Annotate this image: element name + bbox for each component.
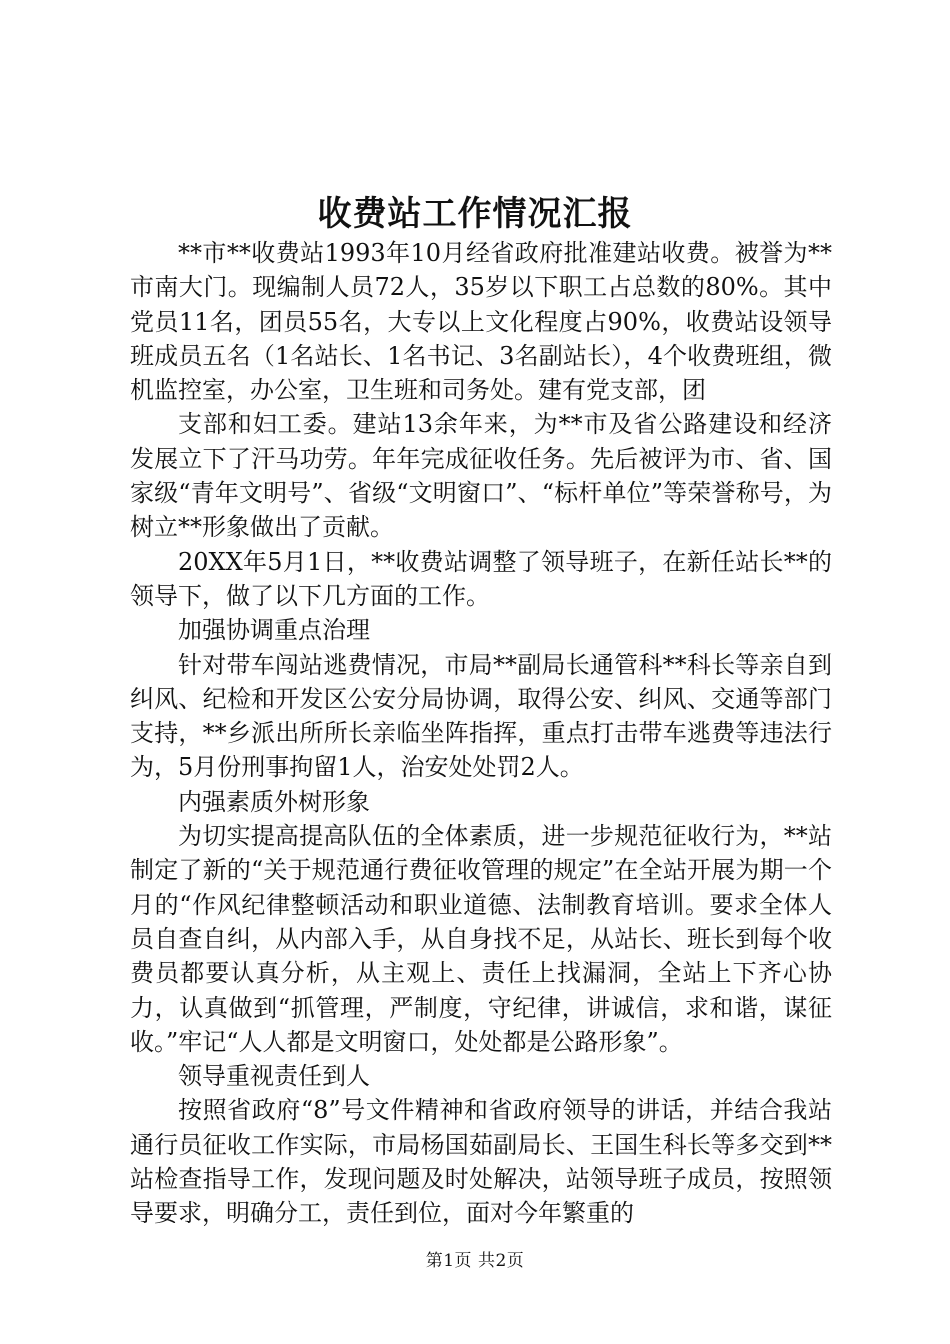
document-body — [130, 236, 832, 1231]
page-footer: 第1页 共2页 — [425, 1251, 525, 1271]
paragraph-leadership-change: 20XX年5月1日，**收费站调整了领导班子，在新任站长**的领导下，做了以下几方面的工作。 — [130, 547, 832, 610]
section-heading-coordination: 加强协调重点治理 — [178, 616, 370, 645]
section-heading-responsibility: 领导重视责任到人 — [178, 1062, 370, 1091]
paragraph-responsibility: 按照省政府“8”号文件精神和省政府领导的讲话，并结合我站通行员征收工作实际，市局杨国茹副局长、王国生科长等多交到**站检查指导工作，发现问题及时处解决，站领导班子成员，按照领导要求，明确分工，责任到位，面对今年繁重的 — [130, 1096, 832, 1228]
section-heading-quality: 内强素质外树形象 — [178, 787, 370, 816]
paragraph-quality: 为切实提高提高队伍的全体素质，进一步规范征收行为，**站制定了新的“关于规范通行费征收管理的规定”在全站开展为期一个月的“作风纪律整顿活动和职业道德、法制教育培训。要求全体人员自查自纠，从内部入手，从自身找不足，从站长、班长到每个收费员都要认真分析，从主观上、责任上找漏洞，全站上下齐心协力，认真做到“抓管理，严制度，守纪律，讲诚信，求和谐，谋征收。”牢记“人人都是文明窗口，处处都是公路形象”。 — [130, 822, 832, 1056]
document-title: 收费站工作情况汇报 — [317, 194, 633, 234]
paragraph-intro: **市**收费站1993年10月经省政府批准建站收费。被誉为**市南大门。现编制人员72人，35岁以下职工占总数的80%。其中党员11名，团员55名，大专以上文化程度占90%，收费站设领导班成员五名（1名站长、1名书记、3名副站长），4个收费班组，微机监控室，办公室，卫生班和司务处。建有党支部，团 — [130, 239, 832, 405]
paragraph-achievements: 支部和妇工委。建站13余年来，为**市及省公路建设和经济发展立下了汗马功劳。年年完成征收任务。先后被评为市、省、国家级“青年文明号”、省级“文明窗口”、“标杆单位”等荣誉称号，为树立**形象做出了贡献。 — [130, 410, 832, 542]
paragraph-coordination: 针对带车闯站逃费情况，市局**副局长通管科**科长等亲自到纠风、纪检和开发区公安分局协调，取得公安、纠风、交通等部门支持，**乡派出所所长亲临坐阵指挥，重点打击带车逃费等违法行为，5月份刑事拘留1人，治安处处罚2人。 — [130, 650, 832, 782]
